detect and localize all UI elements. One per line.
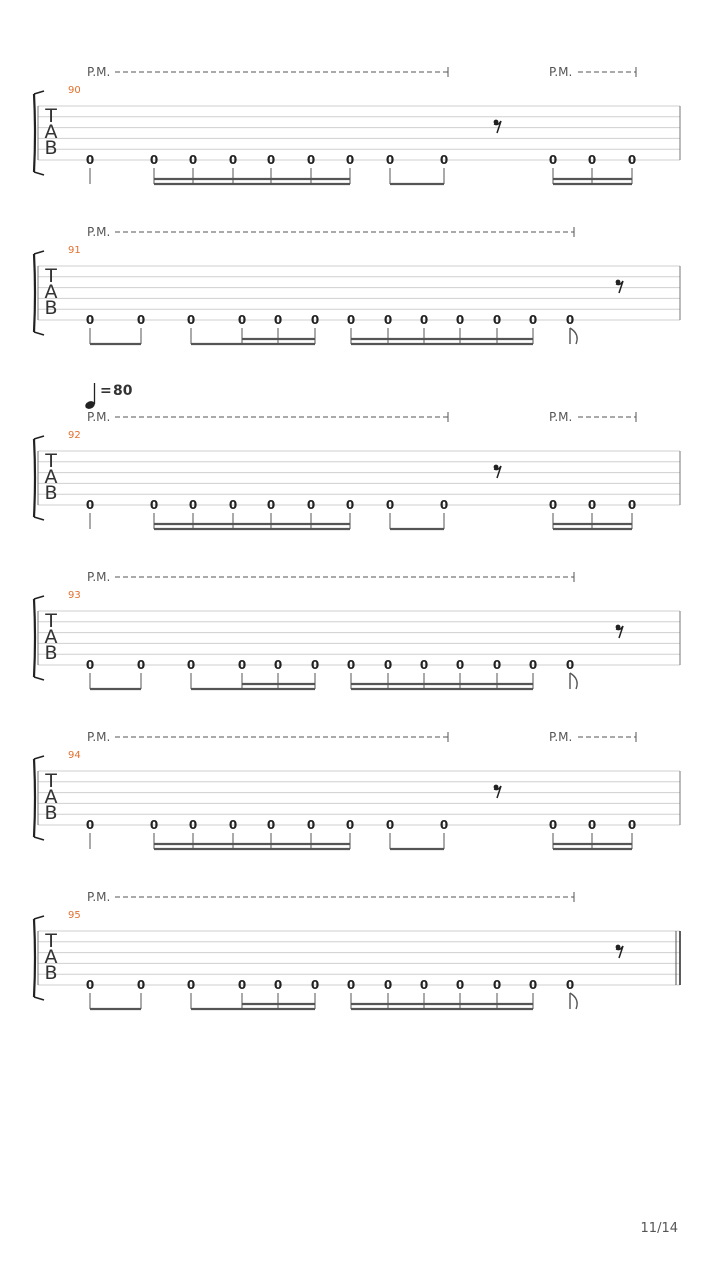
tab-clef-letter: A [44, 281, 58, 303]
fret-number: 0 [85, 153, 95, 167]
fret-number: 0 [186, 313, 196, 327]
tab-system-94 [34, 730, 680, 849]
fret-number: 0 [383, 658, 393, 672]
fret-number: 0 [492, 658, 502, 672]
fret-number: 0 [85, 498, 95, 512]
fret-number: 0 [237, 313, 247, 327]
note-flag [570, 993, 577, 1009]
fret-number: 0 [85, 818, 95, 832]
tab-system-95 [34, 890, 680, 1009]
tab-clef-letter: B [44, 802, 58, 824]
fret-number: 0 [385, 818, 395, 832]
fret-number: 0 [565, 658, 575, 672]
fret-number: 0 [627, 498, 637, 512]
fret-number: 0 [587, 153, 597, 167]
page-number: 11/14 [640, 1221, 678, 1236]
palm-mute-label: P.M. [87, 410, 111, 424]
fret-number: 0 [455, 978, 465, 992]
tempo-equals: = [100, 383, 112, 399]
measure-number: 95 [68, 910, 81, 921]
tab-system-93 [34, 570, 680, 689]
fret-number: 0 [548, 818, 558, 832]
fret-number: 0 [345, 153, 355, 167]
tab-clef-letter: A [44, 786, 58, 808]
fret-number: 0 [266, 818, 276, 832]
fret-number: 0 [528, 978, 538, 992]
fret-number: 0 [188, 153, 198, 167]
fret-number: 0 [439, 153, 449, 167]
bracket-hook-bottom [34, 837, 44, 840]
fret-number: 0 [149, 818, 159, 832]
fret-number: 0 [455, 313, 465, 327]
system-bracket [34, 439, 35, 517]
fret-number: 0 [85, 978, 95, 992]
fret-number: 0 [136, 313, 146, 327]
fret-number: 0 [627, 818, 637, 832]
bracket-hook-top [34, 916, 44, 919]
tab-clef-letter: B [44, 642, 58, 664]
tab-clef-letter: T [45, 770, 57, 792]
fret-number: 0 [228, 818, 238, 832]
fret-number: 0 [528, 658, 538, 672]
fret-number: 0 [310, 313, 320, 327]
fret-number: 0 [228, 498, 238, 512]
tab-clef-letter: B [44, 962, 58, 984]
measure-number: 91 [68, 245, 81, 256]
fret-number: 0 [266, 153, 276, 167]
fret-number: 0 [85, 313, 95, 327]
bracket-hook-bottom [34, 677, 44, 680]
measure-number: 92 [68, 430, 81, 441]
measure-number: 93 [68, 590, 81, 601]
fret-number: 0 [528, 313, 538, 327]
tab-clef-letter: T [45, 450, 57, 472]
fret-number: 0 [266, 498, 276, 512]
system-bracket [34, 94, 35, 172]
note-flag [570, 328, 577, 344]
fret-number: 0 [419, 313, 429, 327]
fret-number: 0 [237, 978, 247, 992]
tab-clef-letter: B [44, 482, 58, 504]
fret-number: 0 [439, 818, 449, 832]
fret-number: 0 [419, 658, 429, 672]
palm-mute-label: P.M. [87, 570, 111, 584]
fret-number: 0 [385, 498, 395, 512]
fret-number: 0 [237, 658, 247, 672]
palm-mute-label: P.M. [549, 730, 573, 744]
note-flag [570, 673, 577, 689]
bracket-hook-bottom [34, 997, 44, 1000]
fret-number: 0 [345, 818, 355, 832]
fret-number: 0 [548, 498, 558, 512]
fret-number: 0 [346, 978, 356, 992]
fret-number: 0 [306, 498, 316, 512]
tab-clef-letter: T [45, 930, 57, 952]
system-bracket [34, 759, 35, 837]
fret-number: 0 [149, 153, 159, 167]
tab-clef-letter: A [44, 466, 58, 488]
fret-number: 0 [136, 658, 146, 672]
tab-system-91 [34, 225, 680, 344]
palm-mute-label: P.M. [87, 730, 111, 744]
tab-clef-letter: T [45, 105, 57, 127]
fret-number: 0 [136, 978, 146, 992]
fret-number: 0 [565, 978, 575, 992]
bracket-hook-top [34, 596, 44, 599]
fret-number: 0 [587, 498, 597, 512]
bracket-hook-top [34, 251, 44, 254]
tab-clef-letter: A [44, 946, 58, 968]
tempo-bpm: 80 [113, 383, 133, 399]
fret-number: 0 [188, 498, 198, 512]
bracket-hook-top [34, 756, 44, 759]
fret-number: 0 [186, 658, 196, 672]
bracket-hook-top [34, 91, 44, 94]
fret-number: 0 [306, 153, 316, 167]
fret-number: 0 [383, 313, 393, 327]
bracket-hook-bottom [34, 332, 44, 335]
fret-number: 0 [419, 978, 429, 992]
fret-number: 0 [306, 818, 316, 832]
fret-number: 0 [492, 313, 502, 327]
bracket-hook-top [34, 436, 44, 439]
fret-number: 0 [565, 313, 575, 327]
fret-number: 0 [310, 658, 320, 672]
bracket-hook-bottom [34, 172, 44, 175]
fret-number: 0 [346, 313, 356, 327]
fret-number: 0 [346, 658, 356, 672]
fret-number: 0 [186, 978, 196, 992]
measure-number: 94 [68, 750, 81, 761]
tab-clef-letter: A [44, 626, 58, 648]
palm-mute-label: P.M. [87, 225, 111, 239]
tab-system-92 [34, 383, 680, 529]
fret-number: 0 [273, 978, 283, 992]
system-bracket [34, 599, 35, 677]
tab-clef-letter: B [44, 137, 58, 159]
fret-number: 0 [273, 658, 283, 672]
system-bracket [34, 254, 35, 332]
fret-number: 0 [455, 658, 465, 672]
tab-system-90 [34, 65, 680, 184]
fret-number: 0 [627, 153, 637, 167]
fret-number: 0 [310, 978, 320, 992]
fret-number: 0 [85, 658, 95, 672]
palm-mute-label: P.M. [549, 65, 573, 79]
fret-number: 0 [383, 978, 393, 992]
measure-number: 90 [68, 85, 81, 96]
tab-clef-letter: T [45, 610, 57, 632]
system-bracket [34, 919, 35, 997]
fret-number: 0 [587, 818, 597, 832]
palm-mute-label: P.M. [549, 410, 573, 424]
fret-number: 0 [345, 498, 355, 512]
fret-number: 0 [548, 153, 558, 167]
fret-number: 0 [149, 498, 159, 512]
palm-mute-label: P.M. [87, 65, 111, 79]
tab-clef-letter: A [44, 121, 58, 143]
fret-number: 0 [439, 498, 449, 512]
fret-number: 0 [492, 978, 502, 992]
fret-number: 0 [385, 153, 395, 167]
fret-number: 0 [188, 818, 198, 832]
fret-number: 0 [273, 313, 283, 327]
tab-clef-letter: T [45, 265, 57, 287]
palm-mute-label: P.M. [87, 890, 111, 904]
tab-clef-letter: B [44, 297, 58, 319]
fret-number: 0 [228, 153, 238, 167]
bracket-hook-bottom [34, 517, 44, 520]
